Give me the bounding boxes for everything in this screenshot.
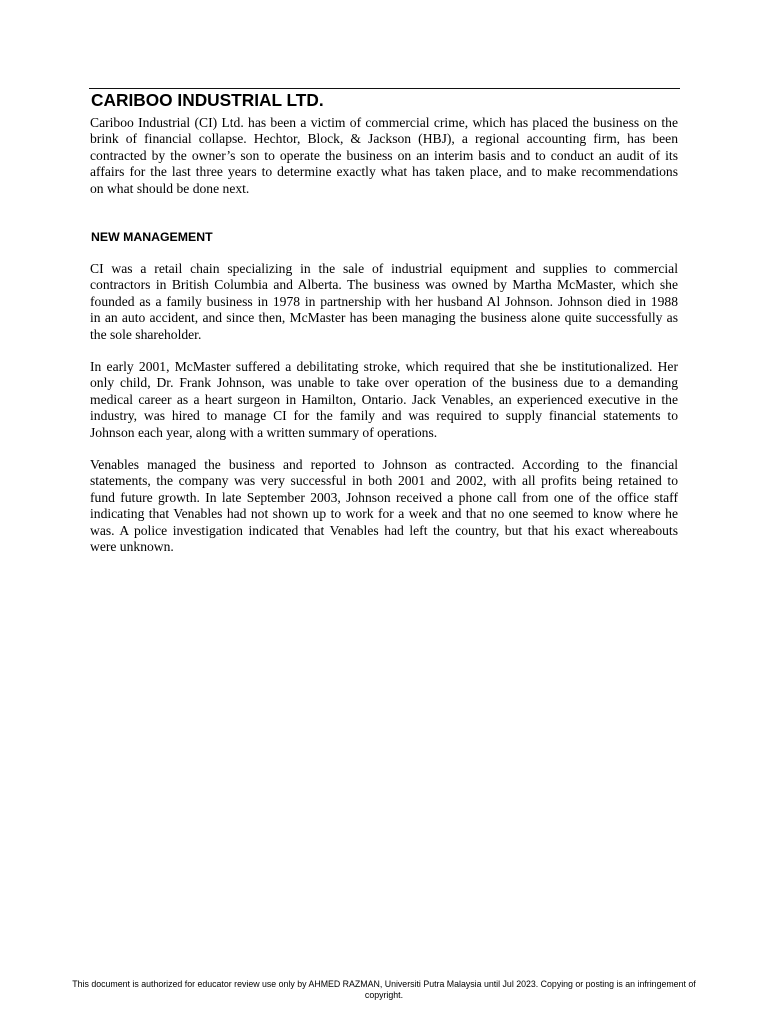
title-rule <box>89 88 680 89</box>
text-line: industry, was hired to manage CI for the family and was required to supply financial statements to <box>90 408 678 424</box>
text-line: In early 2001, McMaster suffered a debilitating stroke, which required that she be institutionalized. Her <box>90 359 678 374</box>
text-line: contracted by the owner’s son to operate the business on an interim basis and to conduct an audit of its <box>90 147 678 163</box>
text-line: CI was a retail chain specializing in the sale of industrial equipment and supplies to commercial <box>90 261 678 276</box>
text-line: Venables managed the business and reported to Johnson as contracted. According to the financial <box>90 457 678 472</box>
text-line: indicating that Venables had not shown up to work for a week and that no one seemed to know where he <box>90 506 678 522</box>
text-line: contractors in British Columbia and Alberta. The business was owned by Martha McMaster, which she <box>90 277 678 293</box>
text-line: was. A police investigation indicated that Venables had left the country, but that his exact whereabouts <box>90 522 678 538</box>
text-line: on what should be done next. <box>90 180 250 196</box>
text-line: statements, the company was very successful in both 2001 and 2002, with all profits being retained to <box>90 473 678 489</box>
text-line: only child, Dr. Frank Johnson, was unable to take over operation of the business due to a demanding <box>90 375 678 391</box>
document-title: CARIBOO INDUSTRIAL LTD. <box>91 90 324 110</box>
text-line: Cariboo Industrial (CI) Ltd. has been a victim of commercial crime, which has placed the business on the <box>90 115 678 130</box>
text-line: were unknown. <box>90 539 174 555</box>
text-line: founded as a family business in 1978 in partnership with her husband Al Johnson. Johnson died in 1988 <box>90 293 678 309</box>
section-heading: NEW MANAGEMENT <box>91 230 213 244</box>
section-paragraph <box>90 457 678 555</box>
text-line: in an auto accident, and since then, McMaster has been managing the business alone quite successfully as <box>90 310 678 326</box>
text-line: brink of financial collapse. Hechtor, Block, & Jackson (HBJ), a regional accounting firm, has been <box>90 131 678 147</box>
text-line: affairs for the last three years to determine exactly what has taken place, and to make recommendations <box>90 164 678 180</box>
section-paragraph <box>90 261 678 343</box>
copyright-notice: This document is authorized for educator review use only by AHMED RAZMAN, Universiti Putra Malaysia until Jul 2023. Copying or posting is an infringement of copyright. <box>72 979 696 1000</box>
text-line: Johnson each year, along with a written summary of operations. <box>90 424 438 440</box>
text-line: the sole shareholder. <box>90 326 202 342</box>
text-line: medical career as a heart surgeon in Hamilton, Ontario. Jack Venables, an experienced executive in the <box>90 391 678 407</box>
intro-paragraph <box>90 115 678 197</box>
section-paragraph <box>90 359 678 441</box>
text-line: fund future growth. In late September 2003, Johnson received a phone call from one of the office staff <box>90 489 678 505</box>
